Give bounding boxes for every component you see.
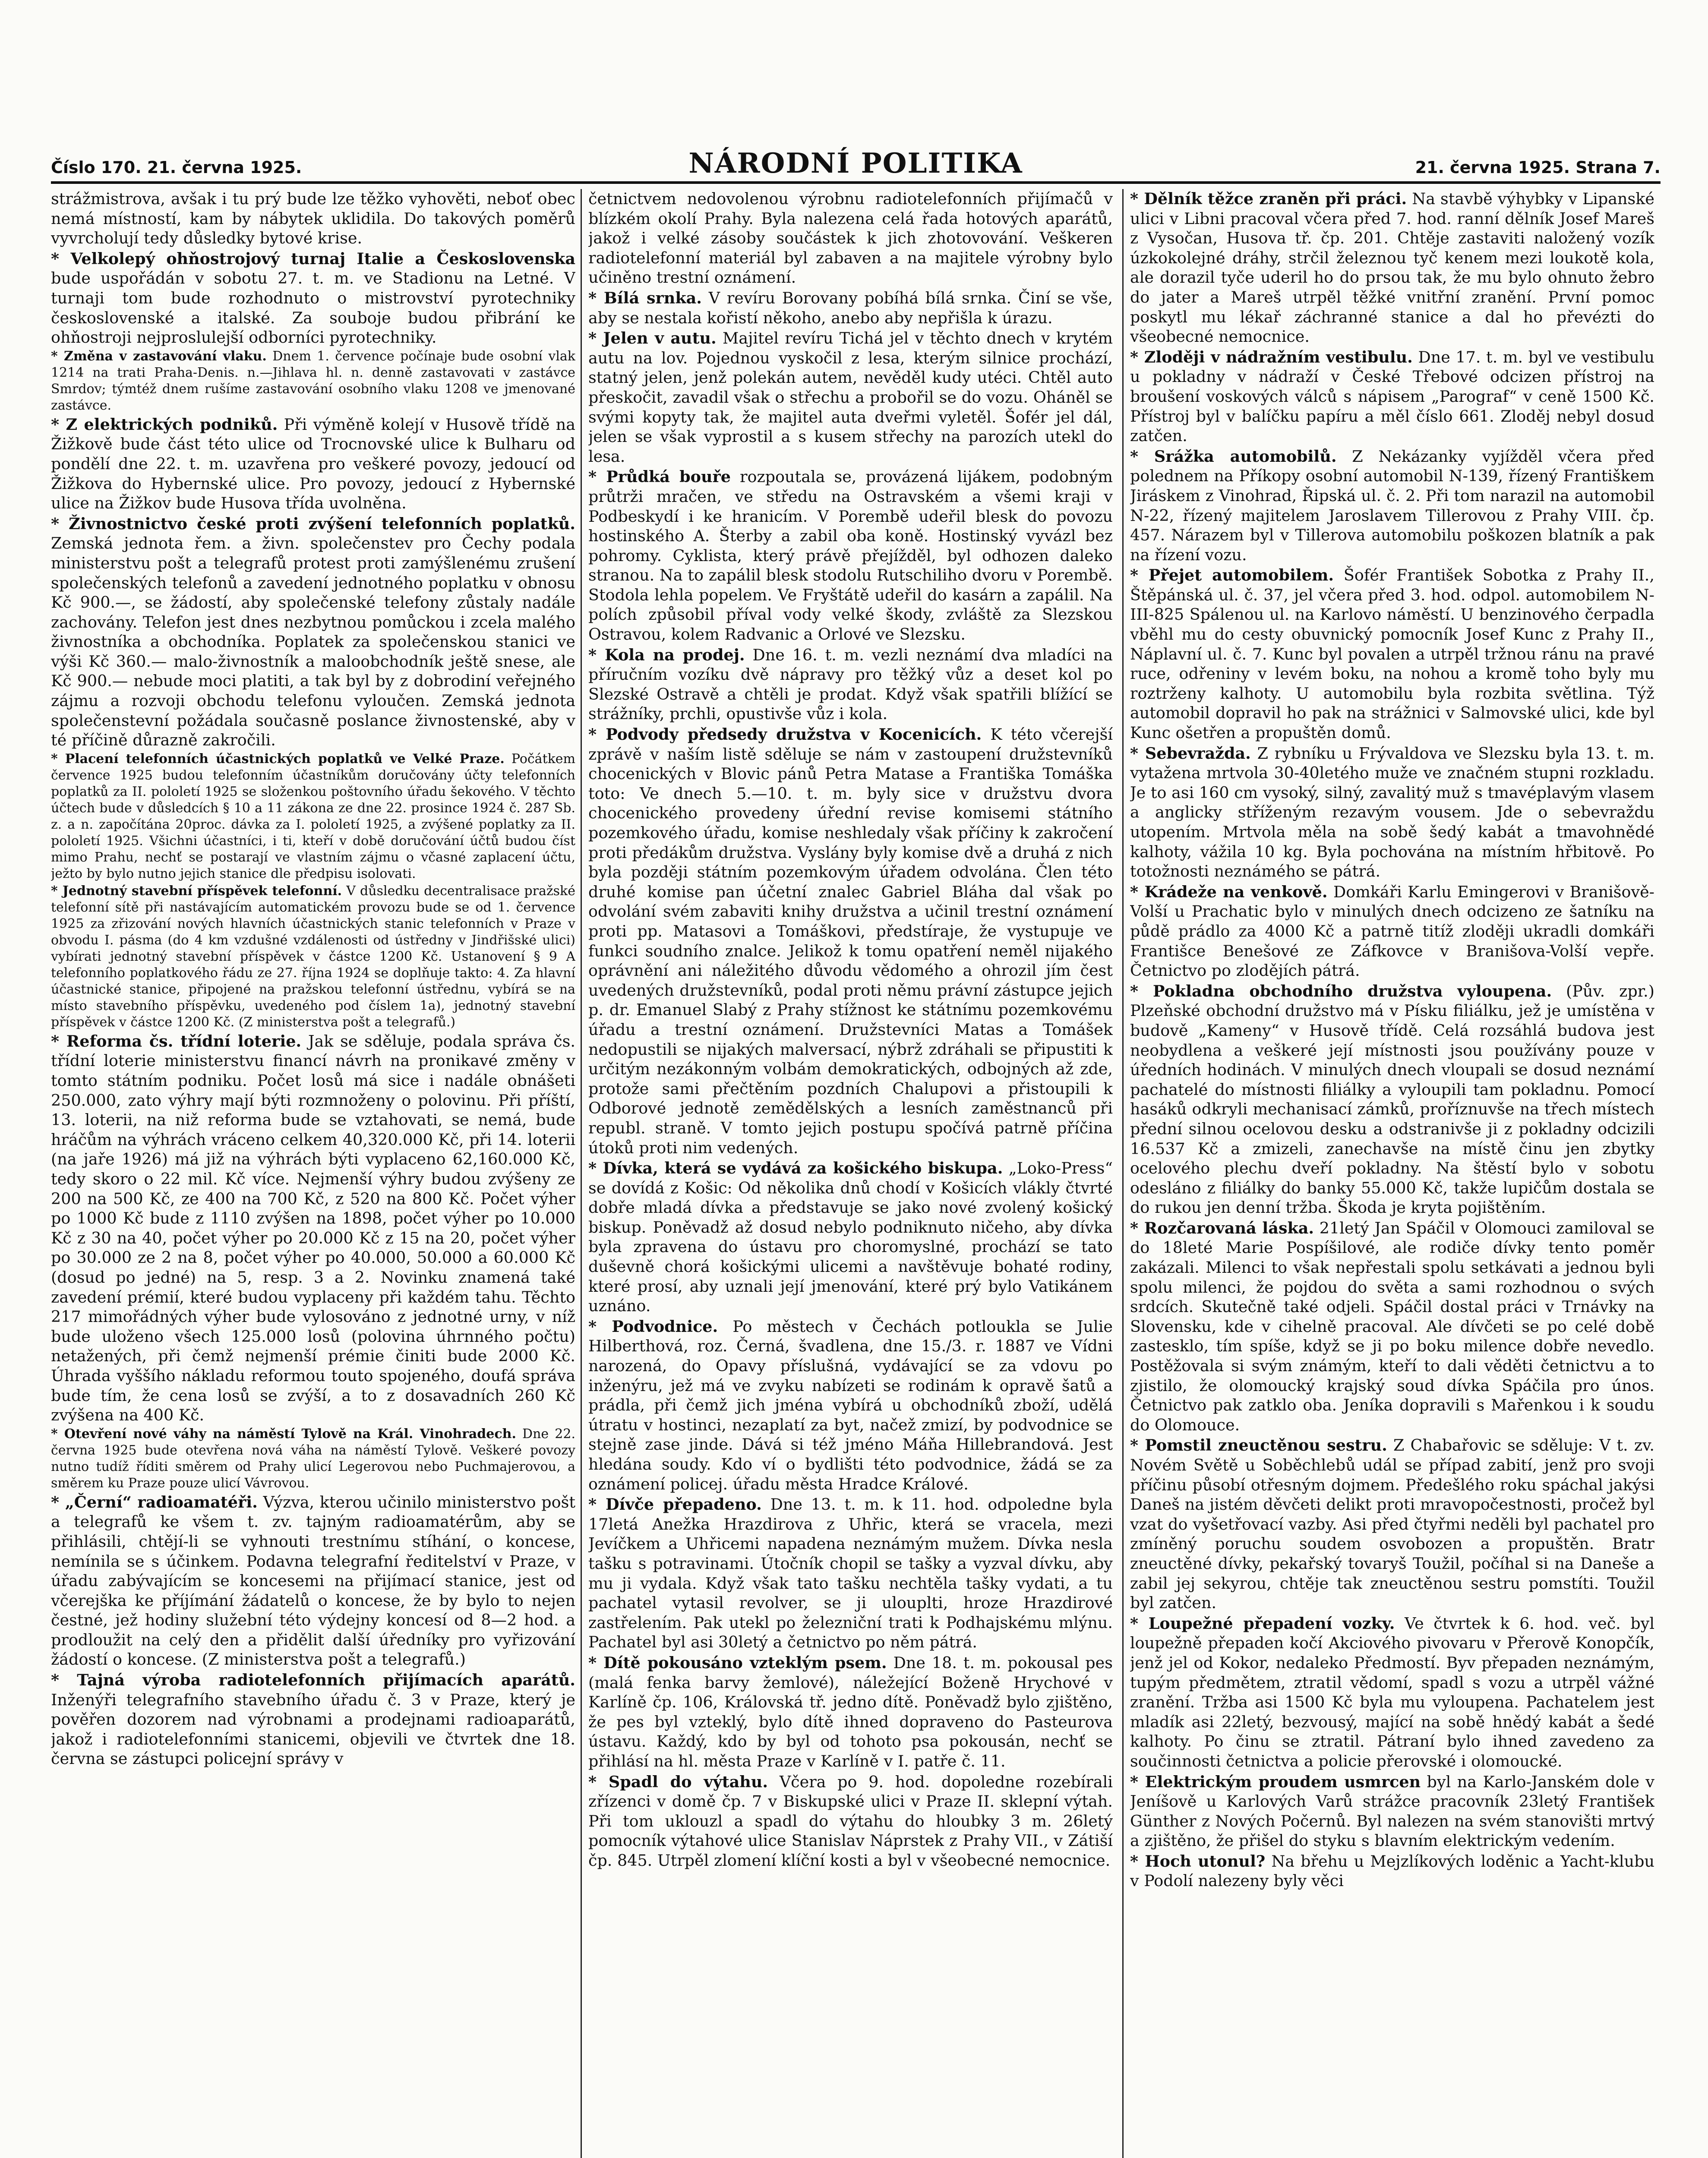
page-header [51,148,1661,184]
article-item [1130,744,1654,881]
article-headline: * Krádeže na venkově. [1130,882,1328,901]
article-text: Jak se sděluje, podala správa čs. třídní loterie ministerstvu financí návrh na pronikavé změny v tomto státním podniku. Počet losů má sice i nadále obnášeti 250.000, zato výhry mají býti rozmnoženy o polovinu. Při příští, 13. loterii, na niž reforma bude se vztahovati, se nemá, bude hráčům na výhrách vráceno celkem 40,320.000 Kč, při 14. loterii (na jaře 1926) má již na výhrách býti vyplaceno 62,160.000 Kč, tedy skoro o 22 mil. Kč více. Nejmenší výhry budou zvýšeny ze 200 na 500 Kč, ze 400 na 700 Kč, z 520 na 800 Kč. Počet výher po 1000 Kč bude z 1110 zvýšen na 1898, počet výher po 10.000 Kč z 30 na 40, počet výher po 20.000 Kč z 15 na 20, počet výher po 30.000 ze 2 na 8, počet výher po 40.000, 50.000 a 60.000 Kč (dosud po jedné) na 5, resp. 3 a 2. Novinku znamená také zavedení prémií, které budou vyplaceny při každém tahu. Těchto 217 mimořádných výher bude vylosováno z jednotné urny, v níž bude uloženo všech 125.000 losů (polovina úhrnného počtu) netažených, při čemž nejmenší prémie činiti bude 2000 Kč. Úhrada vyššího nákladu reformou touto spojeného, doufá správa bude tím, že cena losů se zvýší, a to z dosavadních 260 Kč zvýšena na 400 Kč. [51,1032,575,1425]
article-text: „Loko-Press“ se dovídá z Košic: Od několika dnů chodí v Košicích vlákly čtvrté dobře mladá dívka a představuje se jako nové zvolený košický biskup. Poněvadž až dosud nebylo podniknuto ničeho, aby dívka byla zpravena do ústavu pro choromyslné, prochází se tato duševně chorá košickými ulicemi a navštěvuje bohaté rodiny, které prosí, aby uznali její jmenování, které prý bylo Vatikánem uznáno. [588,1159,1113,1316]
article-headline: * Podvody předsedy družstva v Kocenicích. [588,725,982,744]
article-item [588,1317,1113,1494]
article-text: Při výměně kolejí v Husově třídě na Žižkově bude část této ulice od Trocnovské ulice k Bulharu od pondělí dne 22. t. m. uzavřena pro veškeré povozy, jedoucí od Žižkova do Hybernské ulice. Pro povozy, jedoucí z Hybernské ulice na Žižkov bude Husova třída uvolněna. [51,415,575,513]
column-1 [51,189,575,2158]
article-text: V důsledku decentralisace pražské telefonní sítě při nastávajícím automatickém provozu bude se od 1. července 1925 za zřizování nových hlavních účastnických stanic telefonních v Praze v obvodu I. pásma (do 4 km vzdušné vzdálenosti od ústředny v Jindřišské ulici) vybírati jednotný stavební příspěvek v částce 1200 Kč. Ustanovení § 9 A telefonního poplatkového řádu ze 27. října 1924 se doplňuje takto: 4. Za hlavní účastnické stanice, připojené na pražskou telefonní ústřednu, vybírá se na místo stavebního příspěvku, uvedeného pod číslem 1a), jednotný stavební příspěvek v částce 1200 Kč. (Z ministerstva pošt a telegrafů.) [51,883,575,1030]
article-text: bude uspořádán v sobotu 27. t. m. ve Stadionu na Letné. V turnaji tom bude rozhodnuto o mistrovství pyrotechniky československé a italské. Za souboje budou přibrání ke ohňostroji nejproslulejší odborníci pyrotechniky. [51,269,575,347]
article-headline: * Dívče přepadeno. [588,1495,762,1514]
article-item [1130,447,1654,565]
issue-number-date: Číslo 170. 21. června 1925. [51,158,302,177]
article-item [588,1653,1113,1771]
article-text: Dne 13. t. m. k 11. hod. odpoledne byla 17letá Anežka Hrazdirova z Uhřic, která se vracela, mezi Jevíčkem a Uhřicemi napadena neznámým mužem. Dívka nesla tašku s potravinami. Útočník chopil se tašky a vyzval dívku, aby mu ji vydala. Když však tato tašku nechtěla tašky vydati, a tu pachatel vytasil revolver, se ji ulouplti, hroze Hrazdirové zastřelením. Pak utekl po železniční trati k Podhajskému mlýnu. Pachatel byl asi 30letý a četnictvo po něm pátrá. [588,1495,1113,1652]
article-item [588,645,1113,724]
article-item [51,249,575,347]
article-headline: * Tajná výroba radiotelefonních přijímacích aparátů. [51,1671,575,1690]
article-text: Na břehu u Mejzlíkových loděnic a Yacht-klubu v Podolí nalezeny byly věci [1130,1852,1654,1890]
article-headline: * Otevření nové váhy na náměstí Tylově na Král. Vinohradech. [51,1426,516,1442]
article-headline: * Z elektrických podniků. [51,415,278,434]
article-item [588,1495,1113,1652]
article-text: Inženýři telegrafního stavebního úřadu č. 3 v Praze, který je pověřen dozorem nad výrobnami a prodejnami radioaparátů, jakož i radiotelefonními stanicemi, objevili ve čtvrtek dne 18. června se zástupci policejní správy v [51,1690,575,1768]
article-headline: * Bílá srnka. [588,288,702,307]
column-3 [1130,189,1654,2158]
article-text: Domkáři Karlu Emingerovi v Branišově-Volší u Prachatic bylo v minulých dnech odcizeno ze šatníku na půdě prádlo za 4000 Kč a patrně titíž zloději ukradli domkáři Františce Benešové ze Záfkovce v Branišova-Volší vepře. Četnictvo po zlodějích pátrá. [1130,882,1654,980]
article-item [51,1032,575,1425]
article-text: (Pův. zpr.) Plzeňské obchodní družstvo má v Písku filiálku, jež je umístěna v budově „Kameny“ v Husově třídě. Celá rozsáhlá budova jest neobydlena a veškeré její místnosti jsou používány pouze v úředních hodinách. V minulých dnech vloupali se dosud neznámí pachatelé do místnosti filiálky a vyloupili tam pokladnu. Pomocí hasáků odkryli mechanisací zámků, proříznuvše na třech místech přední silnou ocelovou desku a odstranivše ji z pokladny odcizili 16.537 Kč a zmizeli, zanechavše na místě činu jen zbytky ocelového plechu dveří pokladny. Na štěstí bylo v sobotu odesláno z filiálky do banky 55.000 Kč, takže lupičům dostala se do rukou jen denní tržba. Škoda je kryta pojištěním. [1130,981,1654,1217]
article-headline: * Přejet automobilem. [1130,566,1334,585]
article-text: Počátkem července 1925 budou telefonním účastníkům doručovány účty telefonních poplatků za II. pololetí 1925 se složenkou poštovního úřadu šekového. V těchto účtech bude v důsledcích § 10 a 11 zákona ze dne 22. prosince 1924 č. 287 Sb. z. a n. započítána 20proc. dávka za I. pololetí 1925, a zvýšené poplatky za II. pololetí 1925. Všichni účastníci, i ti, kteří v době doručování účtů budou číst mimo Prahu, nechť se postarají ve vlastním zájmu o včasné zaplacení účtu, ježto by bylo nutno jejich stanice dle předpisu isolovati. [51,751,575,881]
article-item [1130,1614,1654,1771]
article-headline: * Elektrickým proudem usmrcen [1130,1772,1421,1791]
article-text: K této včerejší zprávě v naším listě sděluje se nám v zastoupení družstevníků chocenických v Blovic pánů Petra Matase a Františka Tomáška toto: Ve dnech 5.—10. t. m. byly sice v družstvu dvora chocenického provedeny úřední revise komisemi státního pozemkového úřadu, komise neshledaly však příčiny k zakročení proti předákům družstva. Vyslány byly komise dvě a druhá z nich byla později státním pozemkovým úřadem odvolána. Člen této druhé komise pan účetní znalec Gabriel Bláha dal však po odvolání svém zabaviti knihy družstva a učinil trestní oznámení proti pp. Matasovi a Tomáškovi, předstíraje, že vystupuje ve funkci soudního znalce. Jelikož k tomu opatření neměl nijakého oprávnění ani náležitého důvodu vědomého a ohrozil jím čest uvedených družstevníků, podal proti němu právní zástupce jejich p. dr. Emanuel Slabý z Prahy stížnost ke státnímu pozemkovému úřadu a trestní oznámení. Družstevníci Matas a Tomášek nedopustili se nijakých malversací, nýbrž zdráhali se připustiti k určitým nezákonným volbám demokratických, odbojných až zde, protože sami přečtěním pozdních Chalupovi a přistoupili k Odborové jednotě zemědělských a lesních zaměstnanců při republ. straně. V tomto jejich postupu spočívá patrně příčina útoků proti nim vedených. [588,725,1113,1157]
article-text: Šofér František Sobotka z Prahy II., Štěpánská ul. č. 37, jel včera před 3. hod. odpol. automobilem N-III-825 Spálenou ul. na Karlovo náměstí. U benzinového čerpadla vběhl mu do cesty obuvnický pomocník Josef Kunc z Prahy II., Náplavní ul. č. 7. Kunc byl povalen a utrpěl tržnou ránu na pravé ruce, odřeniny v levém boku, na nohou a kromě toho byly mu roztrženy kalhoty. U automobilu byla rozbita světlina. Týž automobil dopravil ho pak na strážnici v Salmovské ulici, kde byl Kunc ošetřen a propuštěn domů. [1130,566,1654,742]
article-item [1130,1852,1654,1891]
article-text: Dne 16. t. m. vezli neznámí dva mladíci na příručním vozíku dvě nápravy pro těžký vůz a deset kol po Slezské Ostravě a chtěli je prodat. Když však spatřili blížící se strážníky, prchli, opustivše vůz i kola. [588,645,1113,723]
article-text: Po městech v Čechách potloukla se Julie Hilberthová, roz. Černá, švadlena, dne 15./3. r. 1887 ve Vídni narozená, do Opavy příslušná, vydávající se za vdovu po inženýru, jež má ve zvyku nabízeti se rodinám k opravě šatů a prádla, při čemž jich jména vybírá u obchodníků zboží, udělá útratu v hostinci, nezaplatí za byt, načež zmizí, by podvodnice se stejně zase jinde. Dává si též jméno Máňa Hillebrandová. Jest hledána soudy. Kdo ví o bydlišti této podvodnice, žádá se za oznámení policej. úřadu města Hradce Králové. [588,1317,1113,1493]
article-item [588,1772,1113,1871]
article-text: Ve čtvrtek k 6. hod. več. byl loupežně přepaden kočí Akciového pivovaru v Přerově Konopčík, jenž jel od Kokor, nedaleko Předmostí. Byv přepaden neznámým, tupým předmětem, ztratil vědomí, spadl s vozu a utrpěl vážné zranění. Tržba asi 1500 Kč byla mu vyloupena. Pachatelem jest mladík asi 22letý, bezvousý, mající na sobě hnědý kabát a šedé kalhoty. Po činu se ztratil. Pátraní bylo ihned zavedeno za součinnosti četnictva a policie přerovské i olomoucké. [1130,1614,1654,1770]
page-date-number: 21. června 1925. Strana 7. [1415,158,1661,177]
article-item [588,725,1113,1158]
article-headline: * Pokladna obchodního družstva vyloupena. [1130,981,1552,1000]
article-item [1130,1772,1654,1851]
article-headline: * Jelen v autu. [588,329,717,348]
article-text: V revíru Borovany pobíhá bílá srnka. Činí se vše, aby se nestala kořistí někoho, anebo aby nepřišla k úrazu. [588,288,1113,327]
article-headline: * Reforma čs. třídní loterie. [51,1032,302,1051]
article-text: Z Nekázanky vyjížděl včera před polednem na Příkopy osobní automobil N-139, řízený Františkem Jiráskem z Vinohrad, Řipská ul. č. 2. Při tom narazil na automobil N-22, řízený majitelem Jaroslavem Tillerovou z Prahy VIII. čp. 457. Nárazem byl v Tillerova automobilu poškozen blatník a pak na řízení vozu. [1130,447,1654,564]
article-headline: * Průdká bouře [588,467,731,486]
article-text: Dnem 1. července počínaje bude osobní vlak 1214 na trati Praha-Denis. n.—Jihlava hl. n. denně zastavovati v zastávce Smrdov; týmtéž dnem rušíme zastavování osobního vlaku 1208 ve jmenované zastávce. [51,348,575,413]
article-item [51,1492,575,1669]
article-text: rozpoutala se, provázená lijákem, podobným průtrži mračen, ve středu na Ostravském a všemi kraji v Podbeskydí i ke hranicím. V Porembě udeřil blesk do povozu hostinského A. Šterby a zabil oba koně. Hostinský vyvázl bez pohromy. Cyklista, který právě přejížděl, byl odhozen daleko stranou. Na to zapálil blesk stodolu Rutschiliho dvoru v Porembě. Stodola lehla popelem. Ve Fryštátě udeřil do kasárn a zapálil. Na polích způsobil příval vody velké škody, zvláště za Slezskou Ostravou, kolem Radvanic a Orlové ve Slezsku. [588,467,1113,644]
article-headline: * Živnostnictvo české proti zvýšení telefonních poplatků. [51,514,575,533]
article-text: byl na Karlo-Janském dole v Jeníšově u Karlových Varů strážce pracovník 23letý František Günther z Nových Počernů. Byl nalezen na svém stanovišti mrtvý a zjištěno, že přišel do styku s blavním elektrickým vedením. [1130,1772,1654,1850]
article-headline: * Spadl do výtahu. [588,1772,768,1791]
article-item [51,514,575,750]
article-item [1130,565,1654,742]
article-text: 21letý Jan Spáčil v Olomouci zamiloval se do 18leté Marie Pospíšilové, ale rodiče dívky tento poměr zakázali. Milenci to však nepřestali spolu setkávati a jednou byli spolu milenci, že pojdou do světa a sami rozhodnou o svých srdcích. Skutečně také odjeli. Spáčil dostal práci v Trnávky na Slovensku, kde v cihelně pracoval. Ale dívčeti se po celé době zastesklo, tím spíše, když se ji po boku milence dobře nevedlo. Postěžovala si svým známým, kteří to dali věděti četnictvu a to zjistilo, že olomoucký krajský soud dívka Spáčila pro únos. Četnictvo pak zatklo oba. Jeníka dopravili s Mařenkou i k soudu do Olomouce. [1130,1218,1654,1434]
article-text: strážmistrova, avšak i tu prý bude lze těžko vyhověti, neboť obec nemá místností, kam by nábytek uklidila. Do takových poměrů vyvrcholují tedy důsledky bytové krise. [51,189,575,248]
article-text: Výzva, kterou učinilo ministerstvo pošt a telegrafů ke všem t. zv. tajným radioamatérům, aby se přihlásili, chtějí-li se vyhnouti trestnímu stíhání, o koncese, nemínila se s účinkem. Podavna telegrafní ředitelství v Praze, v úřadu zabývajícím se koncesemi na přijímací stanice, jest od včerejška ke příjímání žádatelů o koncese, že by bylo to nejen čestné, jež hodiny služební této výdejny koncesí od 8—2 hod. a prodloužit na celý den a přidělit další úředníky pro vyřizování žádostí o koncese. (Z ministerstva pošt a telegrafů.) [51,1492,575,1669]
article-headline: * Srážka automobilů. [1130,447,1337,466]
article-text: Z Chabařovic se sděluje: V t. zv. Novém Světě u Soběchlebů udál se případ zabití, jenž pro svoji příčinu působí otřesným dojmem. Předešlého roku spáchal jakýsi Daneš na jistém děvčeti delikt proti mravopočestnosti, pročež byl vzat do vyšetřovací vazby. Asi před čtyřmi neděli byl pachatel pro zmíněný poruchu soudem osvobozen a propuštěn. Bratr zneuctěné dívky, pekařský tovaryš Toužil, počíhal si na Daneše a zabil jej sekyrou, chtěje tak zneuctěnou sestru pomstíti. Toužil byl zatčen. [1130,1436,1654,1612]
article-headline: * Rozčarovaná láska. [1130,1218,1314,1237]
article-item [1130,1218,1654,1435]
article-item [51,189,575,248]
article-item [1130,882,1654,981]
column-2 [588,189,1113,2158]
article-headline: * Hoch utonul? [1130,1852,1266,1871]
article-headline: * Loupežné přepadení vozky. [1130,1614,1395,1633]
column-divider [1122,189,1124,2158]
article-text: Z rybníku u Frývaldova ve Slezsku byla 13. t. m. vytažena mrtvola 30-40letého muže ve značném stupni rozkladu. Je to asi 160 cm vysoký, silný, zavalitý muž s tmavéplavým vlasem a anglicky stříženým rezavým vousem. Jde o sebevraždu utopením. Mrtvola měla na sobě šedý kabát a tmavohnědé kalhoty, vážila 10 kg. Byla pochována na místním hřbitově. Po totožnosti neznámého se pátrá. [1130,744,1654,881]
article-headline: * Sebevražda. [1130,744,1251,763]
article-item [51,415,575,513]
article-item [1130,189,1654,347]
article-item [51,1670,575,1769]
article-headline: * Dělník těžce zraněn při práci. [1130,189,1407,208]
article-headline: * Dítě pokousáno vzteklým psem. [588,1653,887,1672]
article-headline: * Jednotný stavební příspěvek telefonní. [51,883,342,899]
article-item [1130,1436,1654,1612]
article-text: Dne 22. června 1925 bude otevřena nová váha na náměstí Tylově. Veškeré povozy nutno tudíž říditi směrem od Prahy ulicí Legerovou nebo Puchmajerovou, a směrem ku Praze pouze ulicí Vávrovou. [51,1426,575,1491]
article-headline: * Změna v zastavování vlaku. [51,348,267,364]
article-headline: * Dívka, která se vydává za košického biskupa. [588,1159,1003,1178]
article-item [51,348,575,414]
article-text: Na stavbě výhybky v Lipanské ulici v Libni pracoval včera před 7. hod. ranní dělník Josef Mareš z Vysočan, Husova tř. čp. 201. Chtěje zastaviti naložený vozík úzkokolejné dráhy, strčil železnou tyč kenem mezi loukotě kola, ale dorazil tyče uderil ho do prsou tak, že mu bylo ohnuto žebro do jater a Mareš utrpěl těžké vnitřní zranění. První pomoc poskytl mu lékař záchranné stanice a dal ho převézti do všeobecné nemocnice. [1130,189,1654,346]
article-text: Dne 18. t. m. pokousal pes (malá fenka barvy žemlové), náležející Boženě Hrychové v Karlíně čp. 106, Královská tř. jedno dítě. Poněvadž bylo zjištěno, že pes byl vzteklý, bylo dítě ihned dopraveno do Pasteurova ústavu. Každý, kdo by byl od tohoto psa pokousán, nechť se přihlásí na hl. města Praze v Karlíně v I. patře č. 11. [588,1653,1113,1770]
article-item [1130,981,1654,1218]
article-item [588,328,1113,466]
article-item [51,1426,575,1492]
article-item [51,883,575,1031]
article-text: Dne 17. t. m. byl ve vestibulu u pokladny v nádraží v České Třebové odcizen přístroj na broušení voskových válců s nápisem „Parograf“ v ceně 1500 Kč. Přístroj byl v balíčku papíru a měl číslo 661. Zloděj nebyl dosud zatčen. [1130,347,1654,445]
article-text: Zemská jednota řem. a živn. společenstev pro Čechy podala ministerstvu pošt a telegrafů protest proti zamýšlenému zrušení společenských telefonů a zavedení jednotného poplatku v obnosu Kč 900.—, se žádostí, aby společenské telefony zůstaly nadále zachovány. Telefon jest dnes nezbytnou pomůckou i zcela malého živnostníka a obchodníka. Poplatek za společenskou stanici ve výši Kč 360.— malo-živnostník a maloobchodník ještě snese, ale Kč 900.— nebude moci platiti, a tak byl by z dobrodiní veřejného zájmu a rozvoji obchodu telefonu vyloučen. Zemská jednota společenstevní požádala současně poslance živnostenské, aby v té příčině důrazně zakročili. [51,534,575,750]
article-item [588,467,1113,644]
article-text: Majitel revíru Tichá jel v těchto dnech v krytém autu na lov. Pojednou vyskočil z lesa, kterým silnice prochází, statný jelen, jenž polekán autem, nevěděl kudy utéci. Chtěl auto přeskočit, zavadil však o střechu a probořil se do vozu. Oháněl se svými kopyty tak, že majitel auta dveřmi vyletěl. Šofér jel dál, jelen se však vyprostil a s kusem střechy na parozích utekl do lesa. [588,329,1113,466]
article-headline: * Podvodnice. [588,1317,718,1336]
article-headline: * Zloději v nádražním vestibulu. [1130,347,1413,366]
article-item [1130,347,1654,446]
article-text: četnictvem nedovolenou výrobnu radiotelefonních přijímačů v blízkém okolí Prahy. Byla nalezena celá řada hotových aparátů, jakož i velké zásoby součástek k jich zhotovování. Veškeren radiotelefonní materiál byl zabaven a na majitele výrobny bylo učiněno trestní oznámení. [588,189,1113,287]
article-item [588,189,1113,287]
column-divider [581,189,582,2158]
article-text: Včera po 9. hod. dopoledne rozebírali zřízenci v domě čp. 7 v Biskupské ulici v Praze II. sklepní výtah. Při tom uklouzl a spadl do výtahu do hloubky 3 m. 26letý pomocník výtahové ulice Stanislav Náprstek z Prahy VII., v Zátiší čp. 845. Utrpěl zlomení klíční kosti a byl v všeobecné nemocnice. [588,1772,1113,1870]
article-headline: * Velkolepý ohňostrojový turnaj Italie a Československa [51,249,575,268]
article-headline: * Kola na prodej. [588,645,745,664]
article-headline: * Placení telefonních účastnických poplatků ve Velké Praze. [51,751,505,767]
article-item [588,288,1113,328]
article-item [51,751,575,882]
article-item [588,1158,1113,1316]
newspaper-title: NÁRODNÍ POLITIKA [688,147,1023,180]
article-headline: * Pomstil zneuctěnou sestru. [1130,1436,1387,1455]
article-headline: * „Černí“ radioamatéři. [51,1492,258,1511]
